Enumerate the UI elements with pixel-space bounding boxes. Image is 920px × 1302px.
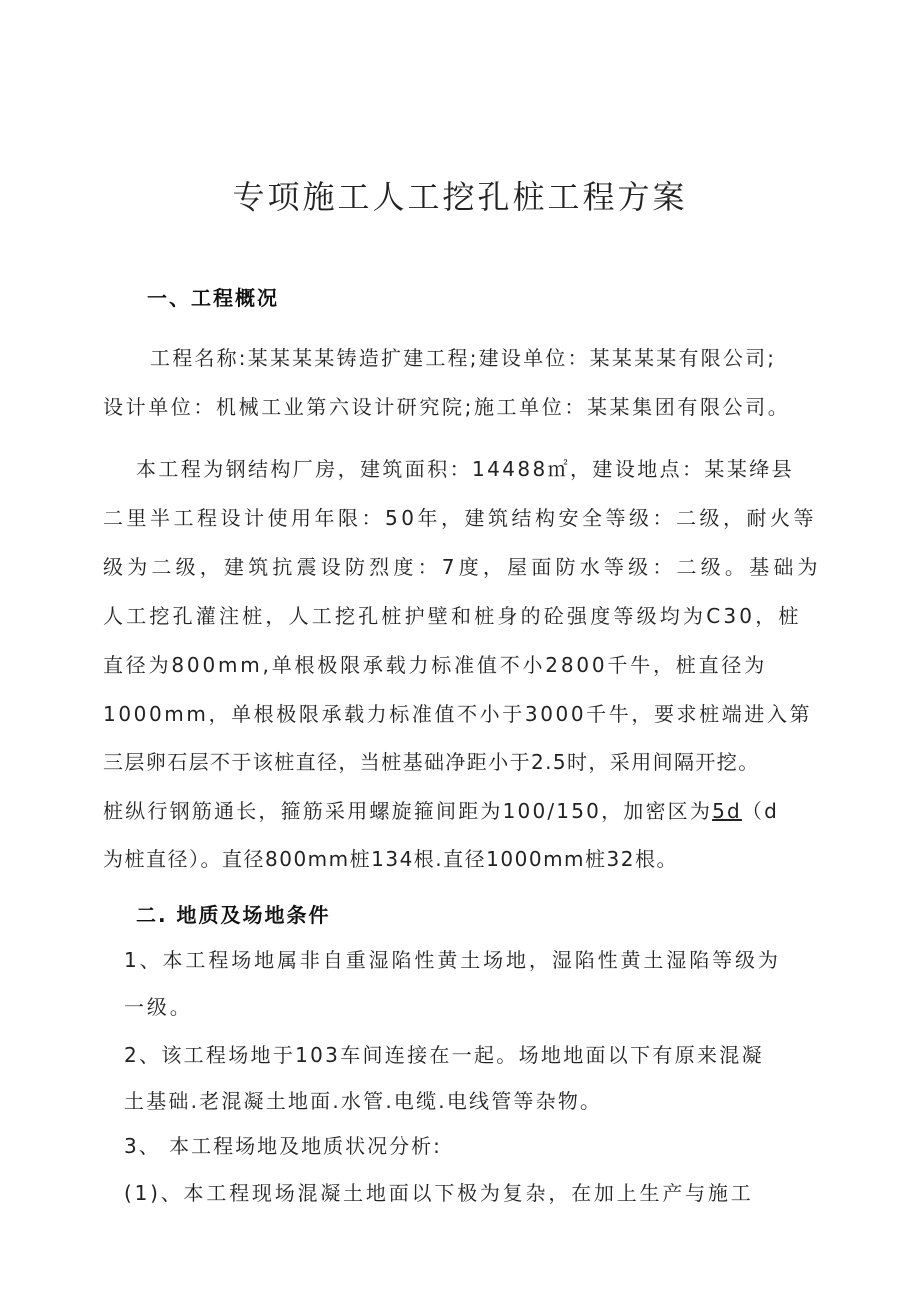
paragraph-line: 本工程为钢结构厂房，建筑面积：14488㎡，建设地点：某某绛县 (136, 457, 795, 481)
list-item: 2、该工程场地于103车间连接在一起。场地地面以下有原来混凝 (124, 1043, 764, 1067)
paragraph-line: 人工挖孔灌注桩，人工挖孔桩护壁和桩身的砼强度等级均为C30，桩 (103, 604, 802, 628)
section-heading-overview: 一、工程概况 (147, 286, 279, 310)
paragraph-line: 直径为800mm,单根极限承载力标准值不小2800千牛，桩直径为 (103, 653, 767, 677)
paragraph-line: 级为二级，建筑抗震设防烈度：7度，屋面防水等级：二级。基础为 (103, 555, 822, 579)
line-text: （d (741, 799, 780, 823)
list-item: (1)、本工程现场混凝土地面以下极为复杂，在加上生产与施工 (124, 1181, 754, 1205)
list-item: 一级。 (124, 995, 193, 1019)
paragraph-line (103, 795, 779, 824)
list-item: 土基础.老混凝土地面.水管.电缆.电线管等杂物。 (124, 1089, 603, 1113)
section-heading-geology: 二. 地质及场地条件 (136, 903, 331, 927)
underlined-text: 5d (712, 799, 742, 823)
paragraph-line: 二里半工程设计使用年限：50年，建筑结构安全等级：二级，耐火等 (103, 506, 817, 530)
line-text: 桩纵行钢筋通长，箍筋采用螺旋箍间距为100/150，加密区为 (103, 799, 713, 823)
document-title: 专项施工人工挖孔桩工程方案 (232, 178, 688, 216)
paragraph-line: 工程名称:某某某某铸造扩建工程;建设单位：某某某某有限公司; (150, 346, 777, 370)
paragraph-line: 三层卵石层不于该桩直径，当桩基础净距小于2.5时，采用间隔开挖。 (103, 750, 760, 774)
list-item: 3、 本工程场地及地质状况分析: (124, 1134, 442, 1158)
paragraph-line: 为桩直径）。直径800mm桩134根.直径1000mm桩32根。 (103, 847, 678, 871)
list-item: 1、本工程场地属非自重湿陷性黄土场地，湿陷性黄土湿陷等级为 (124, 948, 781, 972)
paragraph-line: 设计单位：机械工业第六设计研究院;施工单位：某某集团有限公司。 (103, 395, 791, 419)
paragraph-line: 1000mm，单根极限承载力标准值不小于3000千牛，要求桩端进入第 (103, 702, 813, 726)
